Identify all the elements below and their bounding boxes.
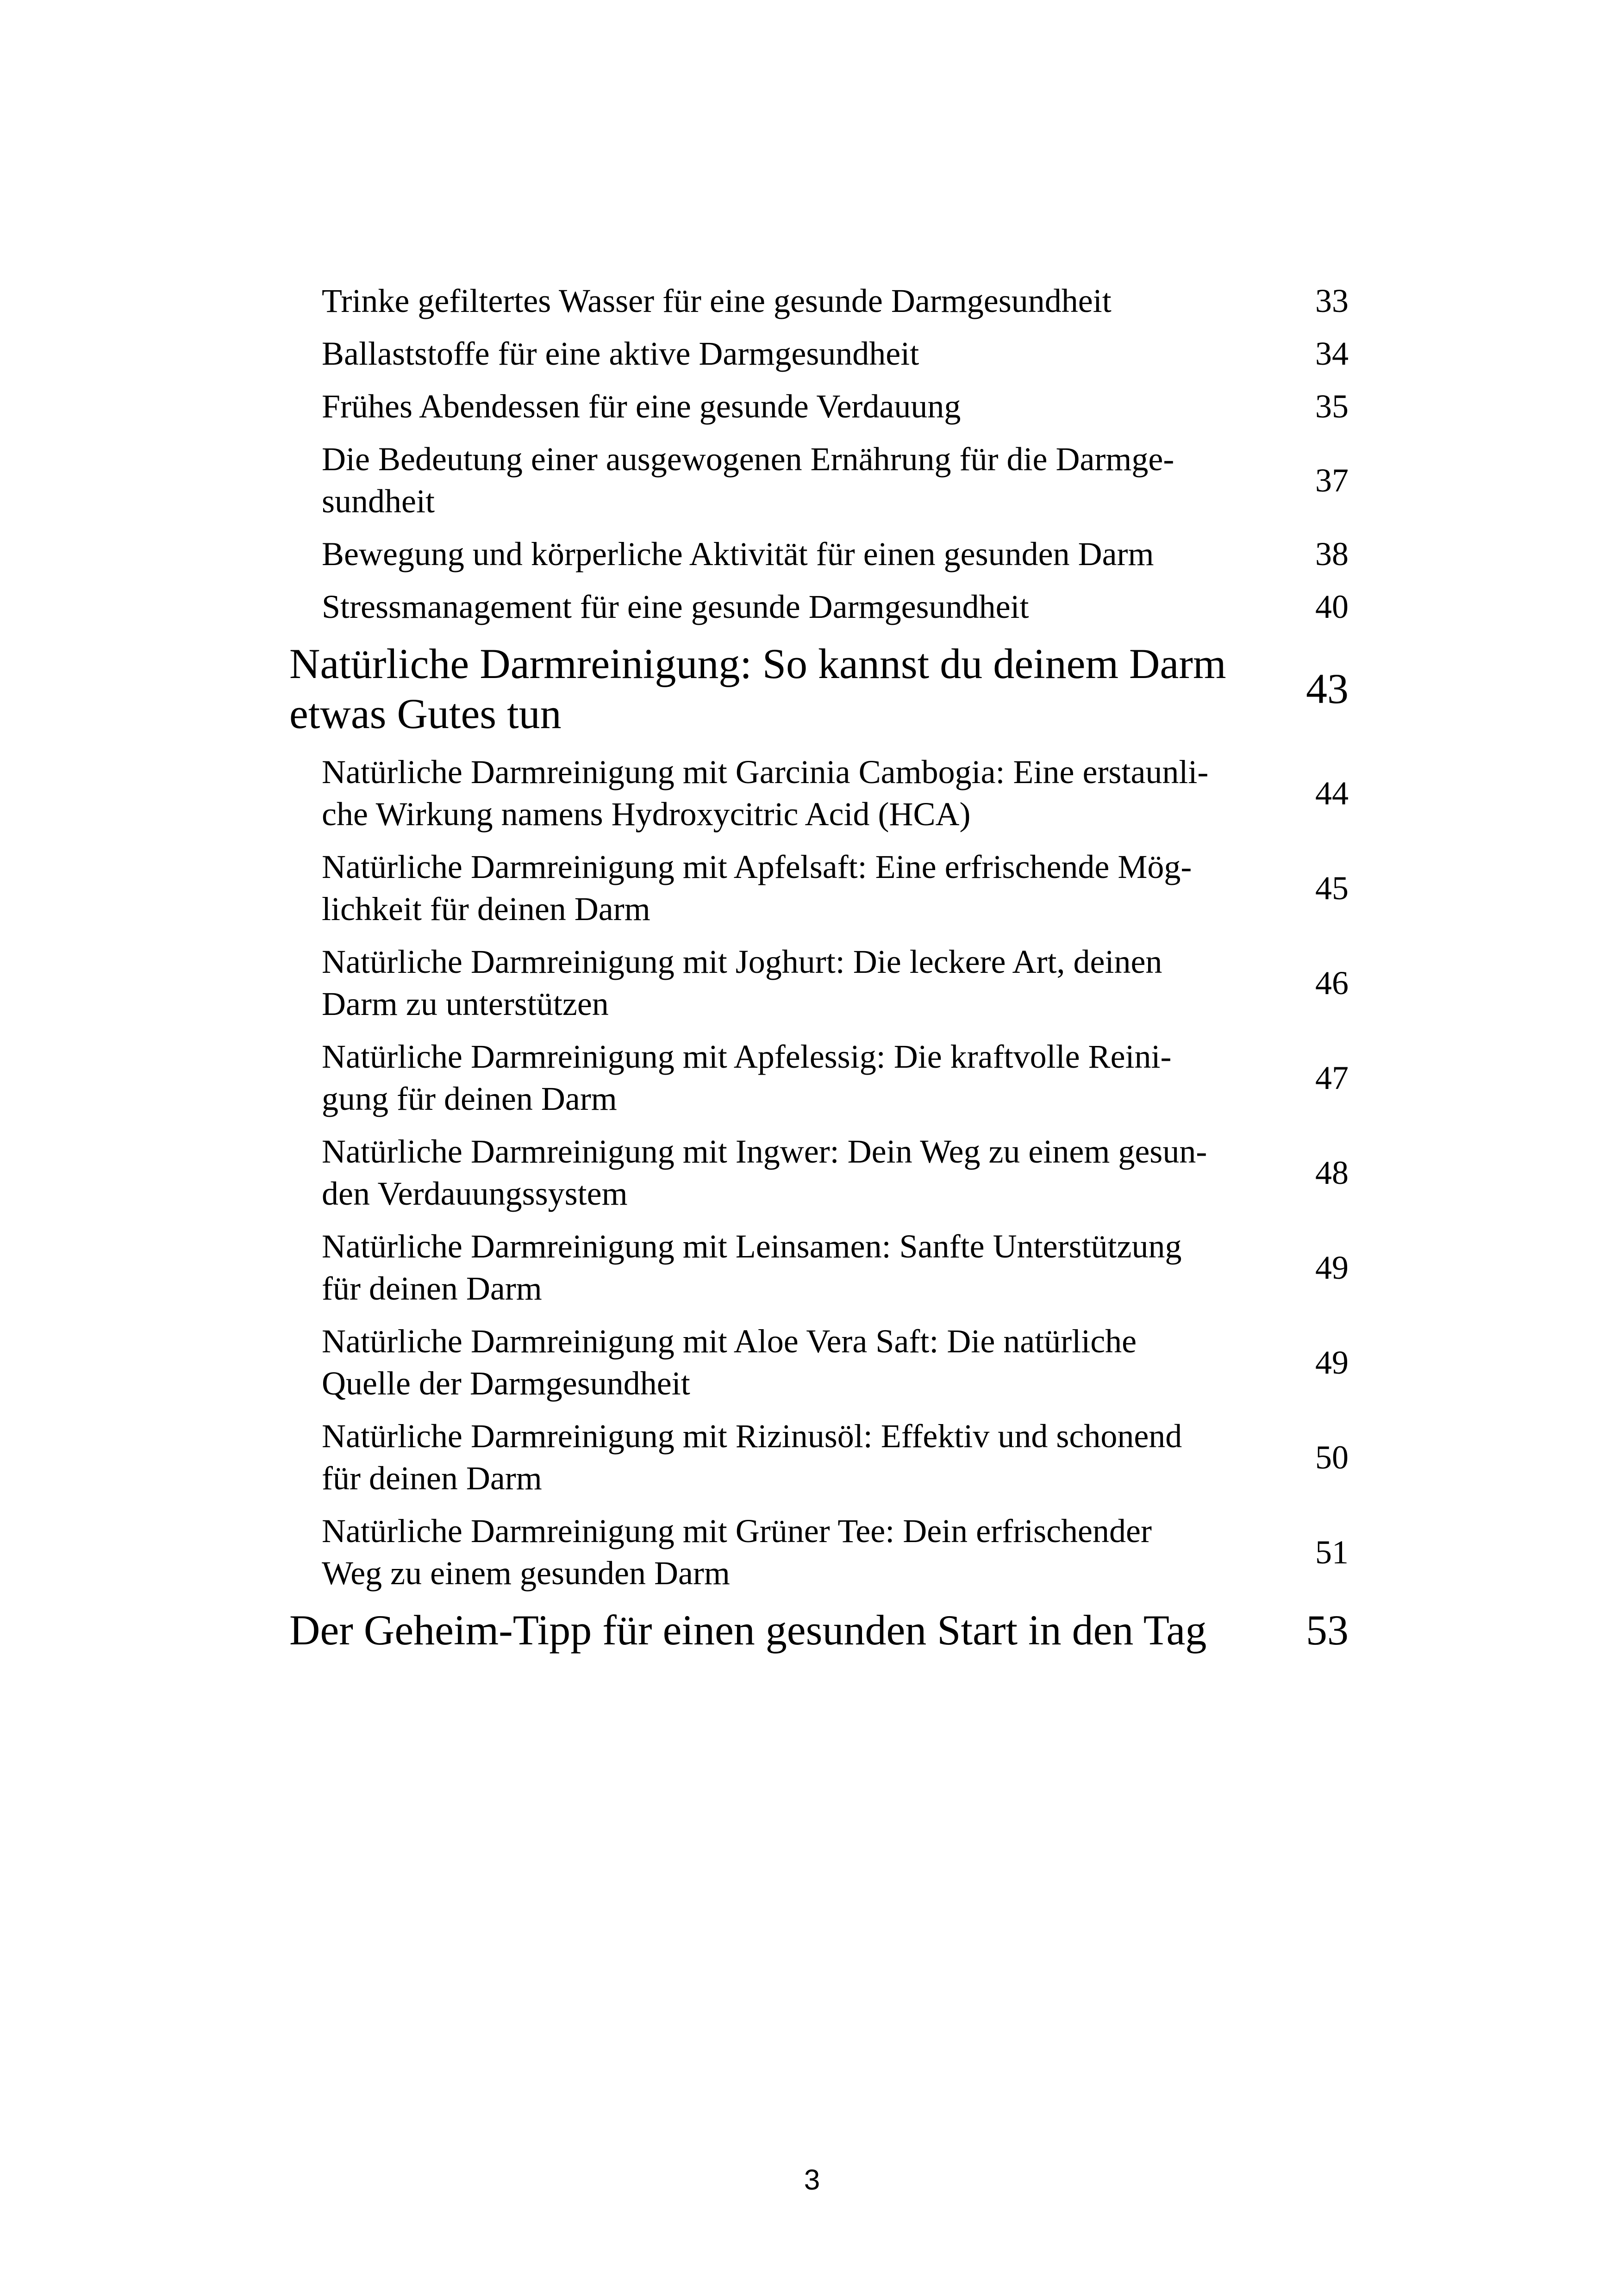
toc-entry <box>0 1131 1624 1215</box>
toc-entry <box>0 941 1624 1025</box>
toc-entry-title <box>322 1510 1308 1594</box>
toc-entry-page-number: 49 <box>1315 1249 1349 1286</box>
toc-entry <box>0 280 1624 322</box>
toc-entry-page-number: 50 <box>1315 1438 1349 1476</box>
toc-entry-title <box>322 1036 1308 1120</box>
toc-entry <box>0 1415 1624 1500</box>
toc-entry-title <box>322 533 1308 575</box>
toc-entry-title <box>322 386 1308 428</box>
toc-entry-line: Bewegung und körperliche Aktivität für einen gesunden Darm <box>322 535 1154 572</box>
toc-chapter-entry <box>0 1605 1624 1655</box>
toc-entry-line: Weg zu einem gesunden Darm <box>322 1555 730 1592</box>
toc-entry-line: Natürliche Darmreinigung: So kannst du deinem Darm <box>289 640 1226 687</box>
toc-entry-line: Natürliche Darmreinigung mit Rizinusöl: Effektiv und schonend <box>322 1418 1182 1455</box>
toc-chapter-entry <box>0 639 1624 739</box>
toc-entry-line: Darm zu unterstützen <box>322 985 609 1022</box>
toc-entry <box>0 333 1624 375</box>
toc-entry-title <box>322 586 1308 628</box>
toc-entry-line: den Verdauungssystem <box>322 1175 628 1212</box>
toc-entry-page-number: 45 <box>1315 869 1349 907</box>
toc-entry <box>0 586 1624 628</box>
toc-entry-page-number: 46 <box>1315 964 1349 1002</box>
toc-entry-page-number: 47 <box>1315 1059 1349 1096</box>
toc-chapter-page-number: 53 <box>1306 1606 1349 1654</box>
toc-entry <box>0 386 1624 428</box>
toc-entry-line: Natürliche Darmreinigung mit Apfelsaft: Eine erfrischende Mög- <box>322 848 1192 885</box>
toc-entry-line: Natürliche Darmreinigung mit Ingwer: Dein Weg zu einem gesun- <box>322 1133 1207 1170</box>
toc-entry-page-number: 48 <box>1315 1154 1349 1191</box>
toc-entry-page-number: 33 <box>1315 282 1349 319</box>
toc-entry-page-number: 44 <box>1315 774 1349 812</box>
toc-entry <box>0 1226 1624 1310</box>
toc-entry-line: Natürliche Darmreinigung mit Leinsamen: Sanfte Unterstützung <box>322 1228 1182 1265</box>
toc-entry <box>0 1320 1624 1405</box>
toc-entry-line: sundheit <box>322 483 435 520</box>
toc-entry-title <box>322 1226 1308 1310</box>
toc-entry-line: Natürliche Darmreinigung mit Joghurt: Die leckere Art, deinen <box>322 943 1162 980</box>
toc-entry <box>0 438 1624 523</box>
toc-chapter-title <box>289 1605 1298 1655</box>
toc-entry <box>0 846 1624 930</box>
toc-entry-title <box>322 438 1308 523</box>
toc-entry-page-number: 49 <box>1315 1344 1349 1381</box>
page-number: 3 <box>804 2164 820 2196</box>
toc-entry-line: Die Bedeutung einer ausgewogenen Ernährung für die Darmge- <box>322 441 1174 478</box>
toc-entry-title <box>322 1415 1308 1500</box>
toc-entry-line: Trinke gefiltertes Wasser für eine gesunde Darmgesundheit <box>322 282 1112 319</box>
toc-entry-page-number: 34 <box>1315 335 1349 372</box>
toc-chapter-page-number: 43 <box>1306 665 1349 712</box>
toc-entry-title <box>322 751 1308 835</box>
toc-entry <box>0 751 1624 835</box>
toc-entry-title <box>322 846 1308 930</box>
toc-entry-title <box>322 280 1308 322</box>
toc-entry-line: Natürliche Darmreinigung mit Grüner Tee: Dein erfrischender <box>322 1512 1152 1549</box>
toc-entry <box>0 1036 1624 1120</box>
toc-entry-line: Quelle der Darmgesundheit <box>322 1365 690 1402</box>
toc-entry-line: Der Geheim-Tipp für einen gesunden Start in den Tag <box>289 1606 1207 1654</box>
toc-chapter-title <box>289 639 1298 739</box>
toc-entry-page-number: 51 <box>1315 1533 1349 1571</box>
toc-entry-title <box>322 333 1308 375</box>
toc-entry-line: Stressmanagement für eine gesunde Darmgesundheit <box>322 588 1029 625</box>
toc-entry-line: Natürliche Darmreinigung mit Aloe Vera Saft: Die natürliche <box>322 1323 1137 1360</box>
toc-entry-title <box>322 1320 1308 1405</box>
toc-entry-line: che Wirkung namens Hydroxycitric Acid (HCA) <box>322 796 971 833</box>
toc-entry-line: gung für deinen Darm <box>322 1080 617 1117</box>
toc-entry-line: Natürliche Darmreinigung mit Garcinia Cambogia: Eine erstaunli- <box>322 753 1209 790</box>
toc-entry-title <box>322 941 1308 1025</box>
toc-entry-line: Natürliche Darmreinigung mit Apfelessig: Die kraftvolle Reini- <box>322 1038 1172 1075</box>
toc-entry-page-number: 40 <box>1315 588 1349 625</box>
toc-entry-line: für deinen Darm <box>322 1460 542 1497</box>
toc-entry-page-number: 35 <box>1315 388 1349 425</box>
toc-entry-page-number: 38 <box>1315 535 1349 572</box>
toc-entry-line: lichkeit für deinen Darm <box>322 890 650 927</box>
toc-entry <box>0 1510 1624 1594</box>
table-of-contents <box>0 280 1624 1668</box>
toc-entry-title <box>322 1131 1308 1215</box>
toc-entry-line: für deinen Darm <box>322 1270 542 1307</box>
toc-entry <box>0 533 1624 575</box>
toc-entry-page-number: 37 <box>1315 461 1349 499</box>
toc-entry-line: Frühes Abendessen für eine gesunde Verdauung <box>322 388 961 425</box>
toc-entry-line: Ballaststoffe für eine aktive Darmgesundheit <box>322 335 919 372</box>
toc-entry-line: etwas Gutes tun <box>289 690 562 737</box>
